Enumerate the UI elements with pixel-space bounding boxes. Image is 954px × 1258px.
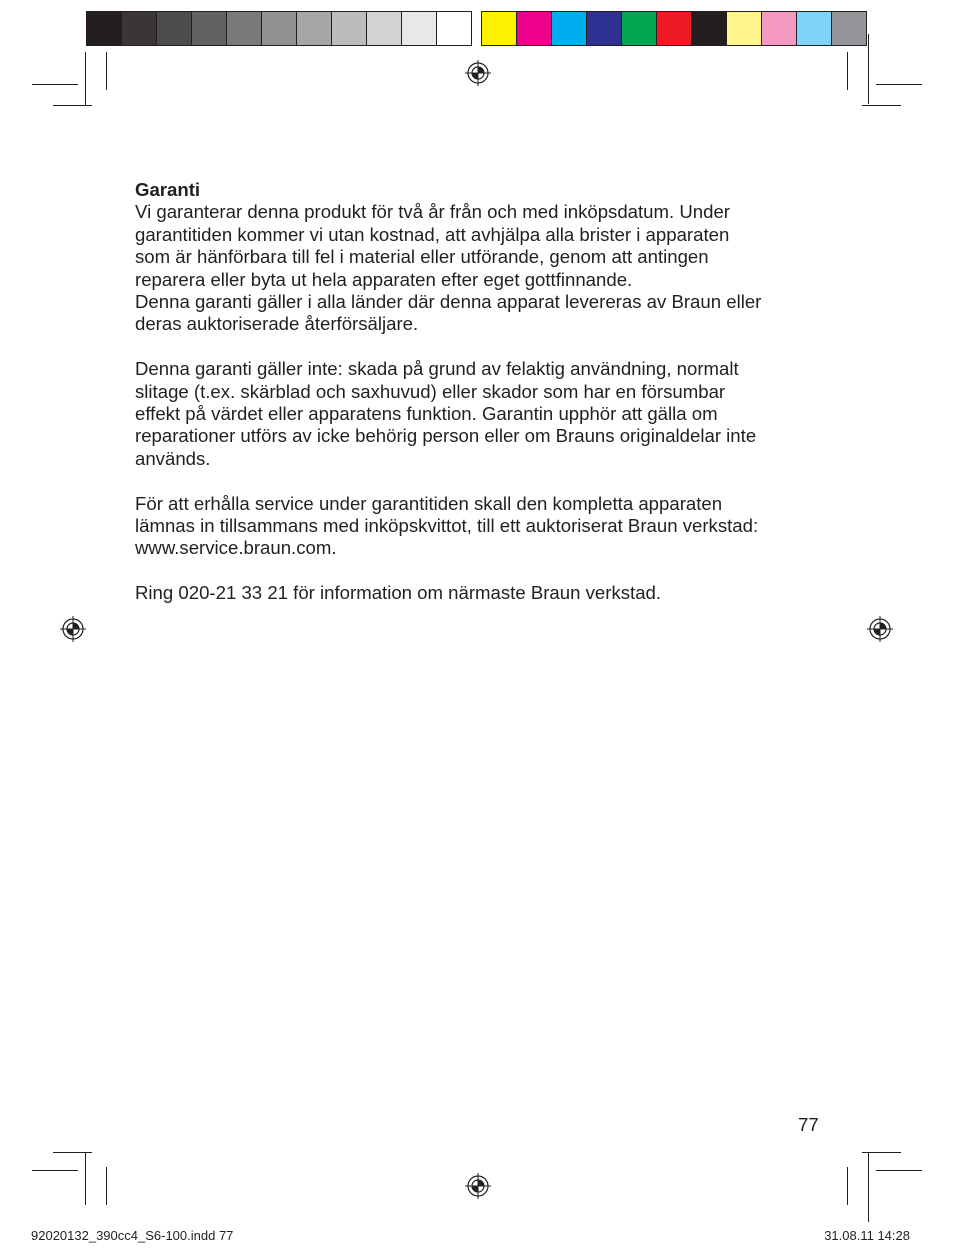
crop-mark xyxy=(106,52,107,90)
crop-mark xyxy=(85,1152,86,1205)
registration-mark-icon xyxy=(465,1173,491,1199)
gray-swatch xyxy=(262,12,297,45)
color-swatch xyxy=(657,12,692,45)
section-heading: Garanti xyxy=(135,179,201,200)
text-line: För att erhålla service under garantitiden skall den kompletta apparaten xyxy=(135,492,723,514)
text-line: reparera eller byta ut hela apparaten efter eget gottfinnande. xyxy=(135,268,633,290)
color-swatch xyxy=(587,12,622,45)
crop-mark xyxy=(85,52,86,105)
crop-mark xyxy=(868,1152,869,1222)
crop-mark xyxy=(847,52,848,90)
gray-swatch xyxy=(87,12,122,45)
paragraph-gap xyxy=(135,560,825,582)
crop-mark xyxy=(106,1167,107,1205)
crop-mark xyxy=(32,84,78,85)
crop-mark xyxy=(53,105,92,106)
text-line: effekt på värdet eller apparatens funktion. Garantin upphör att gälla om xyxy=(135,403,718,425)
color-swatch xyxy=(797,12,832,45)
text-line: som är hänförbara till fel i material eller utförande, genom att antingen xyxy=(135,246,709,268)
color-swatch xyxy=(552,12,587,45)
crop-mark xyxy=(32,1170,78,1171)
gray-swatch xyxy=(402,12,437,45)
paragraph-gap xyxy=(135,470,825,492)
color-swatch xyxy=(762,12,797,45)
color-swatch xyxy=(517,12,552,45)
text-line: används. xyxy=(135,447,211,469)
gray-swatch xyxy=(192,12,227,45)
gray-swatch xyxy=(122,12,157,45)
gray-swatch xyxy=(227,12,262,45)
color-swatch xyxy=(622,12,657,45)
crop-mark xyxy=(53,1152,92,1153)
text-line: garantitiden kommer vi utan kostnad, att avhjälpa alla brister i apparaten xyxy=(135,223,730,245)
text-line: Denna garanti gäller inte: skada på grund av felaktig användning, normalt xyxy=(135,358,739,380)
text-line: reparationer utförs av icke behörig person eller om Brauns originaldelar inte xyxy=(135,425,757,447)
gray-swatch xyxy=(332,12,367,45)
crop-mark xyxy=(862,105,901,106)
phone-line: Ring 020-21 33 21 för information om närmaste Braun verkstad. xyxy=(135,582,662,604)
crop-mark xyxy=(876,1170,922,1171)
text-line: lämnas in tillsammans med inköpskvittot, till ett auktoriserat Braun verkstad: xyxy=(135,515,759,537)
color-swatch xyxy=(832,12,866,45)
registration-mark-icon xyxy=(465,60,491,86)
crop-mark xyxy=(876,84,922,85)
crop-mark xyxy=(868,34,869,104)
text-line: slitage (t.ex. skärblad och saxhuvud) eller skador som har en försumbar xyxy=(135,380,726,402)
registration-mark-icon xyxy=(867,616,893,642)
text-line: Vi garanterar denna produkt för två år från och med inköpsdatum. Under xyxy=(135,201,730,223)
service-url: www.service.braun.com. xyxy=(135,537,337,559)
slug-filename: 92020132_390cc4_S6-100.indd 77 xyxy=(31,1228,234,1243)
gray-swatch xyxy=(157,12,192,45)
page-number: 77 xyxy=(798,1114,819,1135)
slug-datetime: 31.08.11 14:28 xyxy=(824,1228,910,1243)
crop-mark xyxy=(847,1167,848,1205)
text-line: deras auktoriserade återförsäljare. xyxy=(135,313,419,335)
paragraph-gap xyxy=(135,336,825,358)
gray-swatch xyxy=(367,12,402,45)
registration-mark-icon xyxy=(60,616,86,642)
grayscale-calibration-bar xyxy=(86,11,472,46)
gray-swatch xyxy=(437,12,471,45)
gray-swatch xyxy=(297,12,332,45)
color-swatch xyxy=(692,12,727,45)
text-line: Denna garanti gäller i alla länder där denna apparat levereras av Braun eller xyxy=(135,291,762,313)
color-calibration-bar xyxy=(481,11,867,46)
warranty-section xyxy=(135,179,825,605)
color-swatch xyxy=(727,12,762,45)
color-swatch xyxy=(482,12,517,45)
